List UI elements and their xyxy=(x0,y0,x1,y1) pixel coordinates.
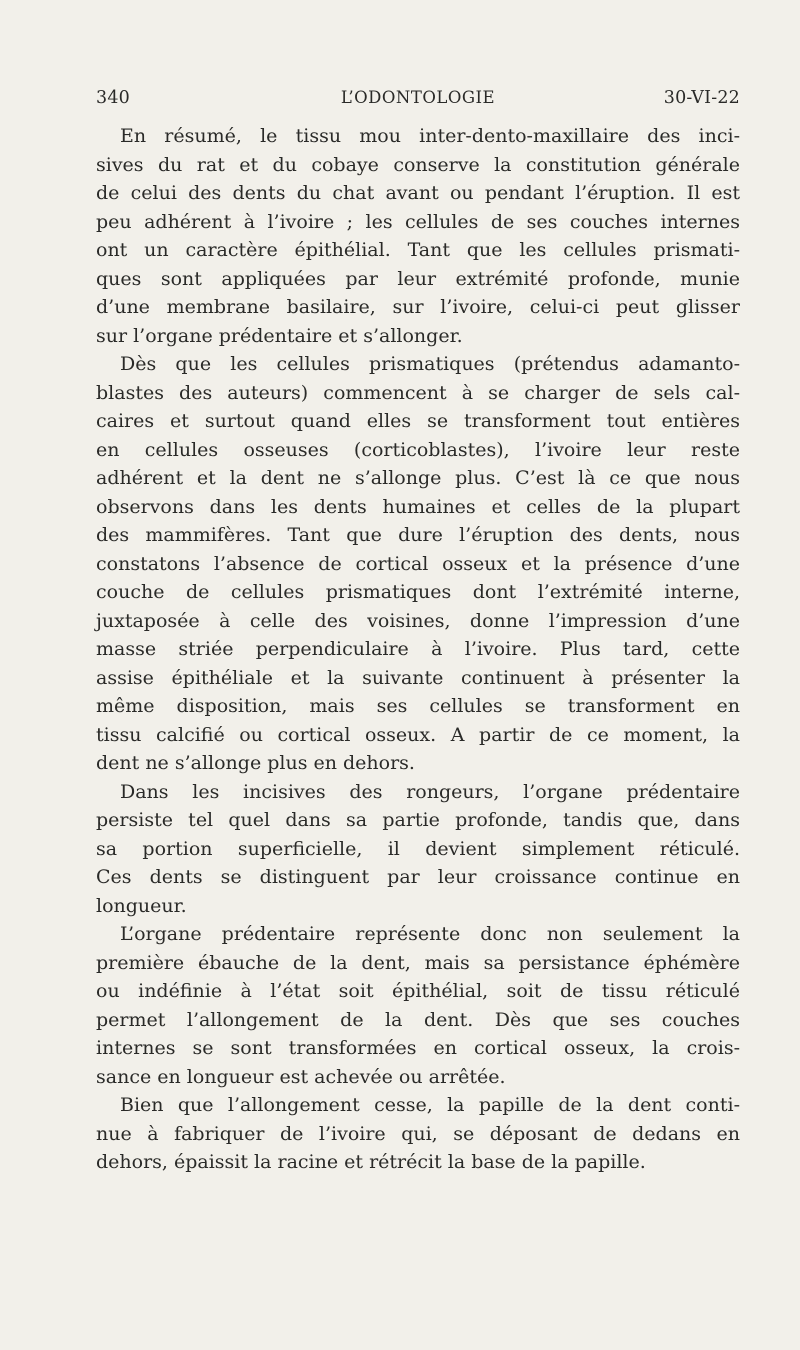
text-line: même disposition, mais ses cellules se transforment en xyxy=(96,695,740,717)
text-line: peu adhérent à l’ivoire ; les cellules de ses couches internes xyxy=(96,210,740,233)
text-line: couche de cellules prismatiques dont l’extrémité interne, xyxy=(96,581,740,603)
text-line: des mammifères. Tant que dure l’éruption des dents, nous xyxy=(96,524,740,546)
text-line: sur l’organe prédentaire et s’allonger. xyxy=(96,324,463,347)
text-line: ques sont appliquées par leur extrémité profonde, munie xyxy=(96,267,740,290)
text-line: caires et surtout quand elles se transforment tout entières xyxy=(96,410,740,432)
text-line: sa portion superficielle, il devient simplement réticulé. xyxy=(96,837,740,860)
text-line: L’organe prédentaire représente donc non seulement la xyxy=(120,923,740,945)
text-line: ont un caractère épithélial. Tant que les cellules prismati- xyxy=(96,239,740,261)
text-line: Dès que les cellules prismatiques (prétendus adamanto- xyxy=(120,353,740,375)
body-text xyxy=(96,122,740,1177)
text-line: Bien que l’allongement cesse, la papille de la dent conti- xyxy=(120,1094,740,1116)
text-line: constatons l’absence de cortical osseux et la présence d’une xyxy=(96,552,740,575)
text-line: adhérent et la dent ne s’allonge plus. C’est là ce que nous xyxy=(96,467,740,489)
text-line: tissu calcifié ou cortical osseux. A partir de ce moment, la xyxy=(96,723,740,746)
text-line: de celui des dents du chat avant ou pendant l’éruption. Il est xyxy=(96,182,740,204)
issue-date: 30-VI-22 xyxy=(663,88,740,108)
text-line: blastes des auteurs) commencent à se charger de sels cal- xyxy=(96,381,740,404)
text-line: ou indéfinie à l’état soit épithélial, soit de tissu réticulé xyxy=(96,980,740,1002)
text-line: sives du rat et du cobaye conserve la constitution générale xyxy=(96,153,740,176)
text-line: masse striée perpendiculaire à l’ivoire. Plus tard, cette xyxy=(96,638,740,660)
text-line: nue à fabriquer de l’ivoire qui, se déposant de dedans en xyxy=(96,1122,740,1145)
text-line: sance en longueur est achevée ou arrêtée. xyxy=(96,1065,506,1088)
text-line: Dans les incisives des rongeurs, l’organe prédentaire xyxy=(120,780,740,803)
text-line: En résumé, le tissu mou inter-dento-maxillaire des inci- xyxy=(120,125,740,147)
paragraph xyxy=(96,122,740,350)
text-line: Ces dents se distinguent par leur croissance continue en xyxy=(96,866,740,888)
text-line: permet l’allongement de la dent. Dès que ses couches xyxy=(96,1008,740,1031)
paragraph xyxy=(96,350,740,778)
paragraph xyxy=(96,1091,740,1177)
text-line: en cellules osseuses (corticoblastes), l’ivoire leur reste xyxy=(96,438,740,461)
paragraph xyxy=(96,778,740,921)
text-line: première ébauche de la dent, mais sa persistance éphémère xyxy=(96,951,740,974)
journal-title: L’ODONTOLOGIE xyxy=(340,88,496,107)
text-line: longueur. xyxy=(96,894,187,917)
text-line: assise épithéliale et la suivante continuent à présenter la xyxy=(96,666,740,689)
text-line: dehors, épaissit la racine et rétrécit la base de la papille. xyxy=(96,1151,646,1173)
text-line: internes se sont transformées en cortical osseux, la crois- xyxy=(96,1037,740,1059)
text-line: d’une membrane basilaire, sur l’ivoire, celui-ci peut glisser xyxy=(96,296,740,318)
page-number: 340 xyxy=(96,88,131,108)
paragraph xyxy=(96,920,740,1091)
text-line: dent ne s’allonge plus en dehors. xyxy=(96,752,415,774)
running-head xyxy=(96,88,740,116)
text-line: observons dans les dents humaines et celles de la plupart xyxy=(96,495,740,518)
text-line: persiste tel quel dans sa partie profonde, tandis que, dans xyxy=(96,809,740,831)
text-line: juxtaposée à celle des voisines, donne l’impression d’une xyxy=(96,609,740,632)
